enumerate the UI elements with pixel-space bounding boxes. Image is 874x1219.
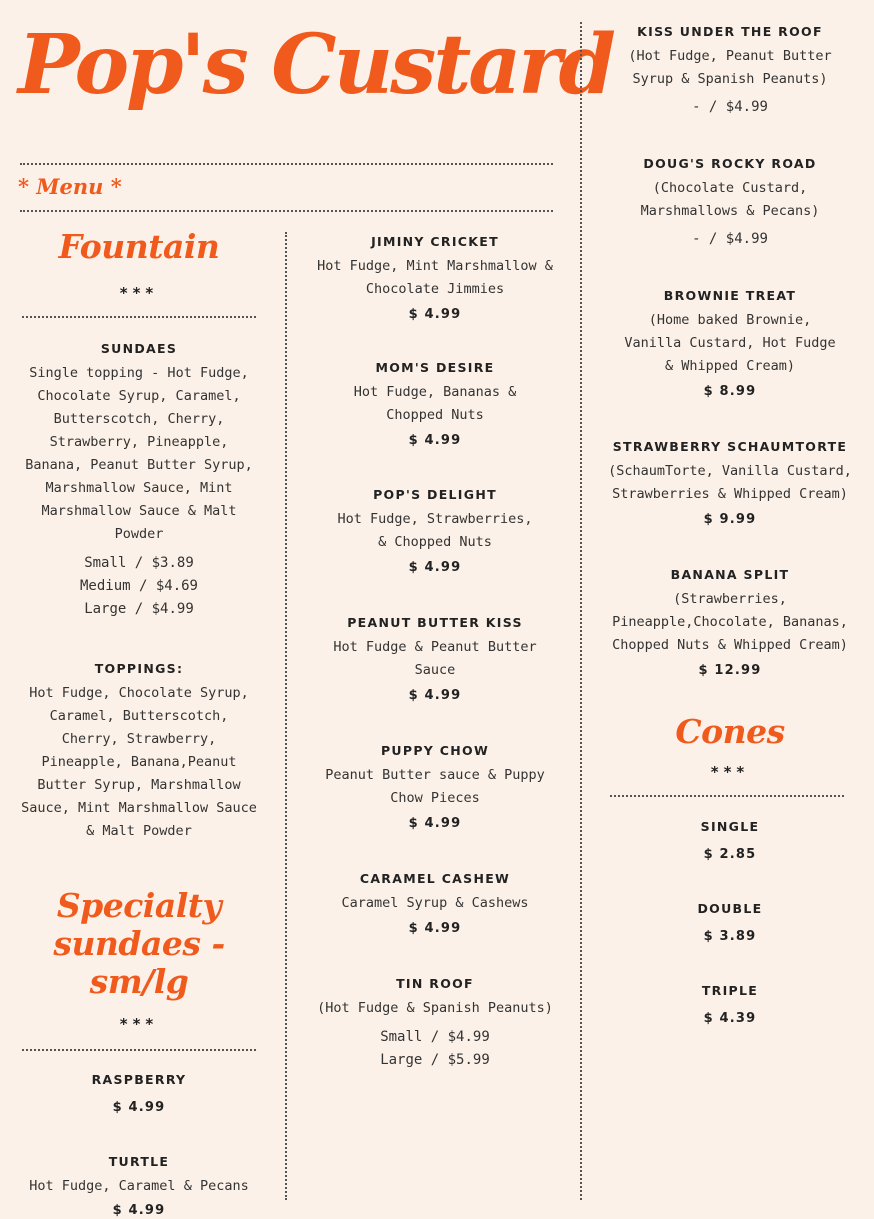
menu-item-caramel-cashew	[312, 871, 558, 937]
item-name: DOUG'S ROCKY ROAD	[643, 156, 817, 171]
specialty-divider	[22, 1049, 256, 1051]
menu-item-jiminy-cricket	[312, 234, 558, 323]
item-price: $ 4.99	[408, 560, 462, 575]
menu-item-triple-cone	[608, 983, 852, 1027]
item-description: (Chocolate Custard, Marshmallows & Pecans)	[640, 180, 820, 219]
cones-heading: Cones	[675, 712, 785, 751]
item-price: $ 2.85	[703, 847, 757, 862]
item-description: (SchaumTorte, Vanilla Custard, Strawberries & Whipped Cream)	[608, 463, 852, 502]
item-price: $ 8.99	[703, 384, 757, 399]
column-right	[608, 24, 852, 1027]
fountain-heading: Fountain	[58, 227, 220, 266]
item-name: BANANA SPLIT	[670, 567, 790, 582]
item-name: PUPPY CHOW	[380, 743, 490, 758]
column-left	[18, 226, 260, 1219]
restaurant-title: Pop's Custard	[18, 17, 613, 113]
item-price: $ 4.99	[112, 1100, 166, 1115]
item-name: BROWNIE TREAT	[663, 288, 797, 303]
item-price: $ 4.99	[408, 307, 462, 322]
item-description: Hot Fudge, Bananas & Chopped Nuts	[353, 384, 517, 423]
item-description: Caramel Syrup & Cashews	[341, 895, 529, 911]
item-description: Hot Fudge & Peanut Butter Sauce	[333, 639, 537, 678]
item-price: - / $4.99	[692, 231, 768, 247]
item-description: Single topping - Hot Fudge, Chocolate Syrup, Caramel, Butterscotch, Cherry, Strawberry, Pineapple, Banana, Peanut Butter Syrup, Marshmallow Sauce, Mint Marshmallow Sauce & Malt Powder	[25, 365, 253, 542]
menu-item-tin-roof	[312, 976, 558, 1072]
menu-item-peanut-butter-kiss	[312, 615, 558, 704]
column-divider-left	[285, 232, 287, 1200]
item-price-medium: Medium / $4.69	[79, 578, 198, 594]
item-name: TOPPINGS:	[94, 661, 184, 676]
item-description: Hot Fudge, Strawberries, & Chopped Nuts	[337, 511, 533, 550]
item-price-small: Small / $3.89	[84, 555, 194, 571]
item-price-large: Large / $5.99	[380, 1052, 490, 1068]
item-price: $ 4.99	[112, 1203, 166, 1218]
menu-item-double-cone	[608, 901, 852, 945]
fountain-stars: ***	[119, 284, 159, 302]
header-divider-top	[20, 163, 553, 165]
cones-divider	[610, 795, 844, 797]
menu-item-turtle	[18, 1154, 260, 1219]
header-divider-bottom	[20, 210, 553, 212]
item-name: STRAWBERRY SCHAUMTORTE	[612, 439, 848, 454]
item-name: TRIPLE	[701, 983, 759, 998]
item-price: $ 3.89	[703, 929, 757, 944]
menu-item-toppings	[18, 661, 260, 843]
item-name: RASPBERRY	[91, 1072, 187, 1087]
item-name: MOM'S DESIRE	[375, 360, 495, 375]
item-name: KISS UNDER THE ROOF	[637, 24, 823, 39]
menu-item-puppy-chow	[312, 743, 558, 832]
specialty-heading: Specialty sundaes - sm/lg	[53, 886, 225, 1001]
menu-item-pops-delight	[312, 487, 558, 576]
item-description: Hot Fudge, Caramel & Pecans	[29, 1178, 249, 1194]
menu-item-strawberry-schaumtorte	[608, 439, 852, 528]
item-price: $ 4.99	[408, 433, 462, 448]
item-description: Peanut Butter sauce & Puppy Chow Pieces	[325, 767, 545, 806]
menu-item-banana-split	[608, 567, 852, 679]
item-price: $ 4.99	[408, 688, 462, 703]
menu-item-raspberry	[18, 1072, 260, 1116]
column-middle	[312, 234, 558, 1072]
item-name: TIN ROOF	[396, 976, 474, 991]
item-description: Hot Fudge, Mint Marshmallow & Chocolate Jimmies	[317, 258, 553, 297]
column-divider-right	[580, 22, 582, 1200]
item-description: Hot Fudge, Chocolate Syrup, Caramel, Butterscotch, Cherry, Strawberry, Pineapple, Banana,Peanut Butter Syrup, Marshmallow Sauce, Mint Marshmallow Sauce & Malt Powder	[21, 685, 257, 839]
cones-stars: ***	[710, 763, 750, 781]
menu-item-single-cone	[608, 819, 852, 863]
item-name: DOUBLE	[697, 901, 763, 916]
item-name: SINGLE	[700, 819, 760, 834]
item-description: (Hot Fudge, Peanut Butter Syrup & Spanish Peanuts)	[628, 48, 832, 87]
menu-item-moms-desire	[312, 360, 558, 449]
item-name: SUNDAES	[100, 341, 178, 356]
menu-item-dougs-rocky-road	[608, 156, 852, 251]
specialty-stars: ***	[119, 1015, 159, 1033]
menu-item-sundaes	[18, 341, 260, 621]
item-description: (Strawberries, Pineapple,Chocolate, Bananas, Chopped Nuts & Whipped Cream)	[612, 591, 848, 653]
item-description: (Home baked Brownie, Vanilla Custard, Hot Fudge & Whipped Cream)	[624, 312, 836, 374]
item-price-small: Small / $4.99	[380, 1029, 490, 1045]
item-name: JIMINY CRICKET	[371, 234, 499, 249]
item-name: TURTLE	[108, 1154, 170, 1169]
item-name: POP'S DELIGHT	[373, 487, 497, 502]
item-price: $ 4.39	[703, 1011, 757, 1026]
fountain-divider	[22, 316, 256, 318]
item-price: $ 9.99	[703, 512, 757, 527]
item-name: CARAMEL CASHEW	[359, 871, 511, 886]
item-description: (Hot Fudge & Spanish Peanuts)	[317, 1000, 553, 1016]
menu-item-brownie-treat	[608, 288, 852, 400]
item-price: $ 4.99	[408, 921, 462, 936]
menu-label: * Menu *	[18, 174, 122, 199]
item-name: PEANUT BUTTER KISS	[347, 615, 523, 630]
item-price-large: Large / $4.99	[84, 601, 194, 617]
item-price: $ 12.99	[698, 663, 762, 678]
item-price: - / $4.99	[692, 99, 768, 115]
item-price: $ 4.99	[408, 816, 462, 831]
menu-item-kiss-under-the-roof	[608, 24, 852, 119]
